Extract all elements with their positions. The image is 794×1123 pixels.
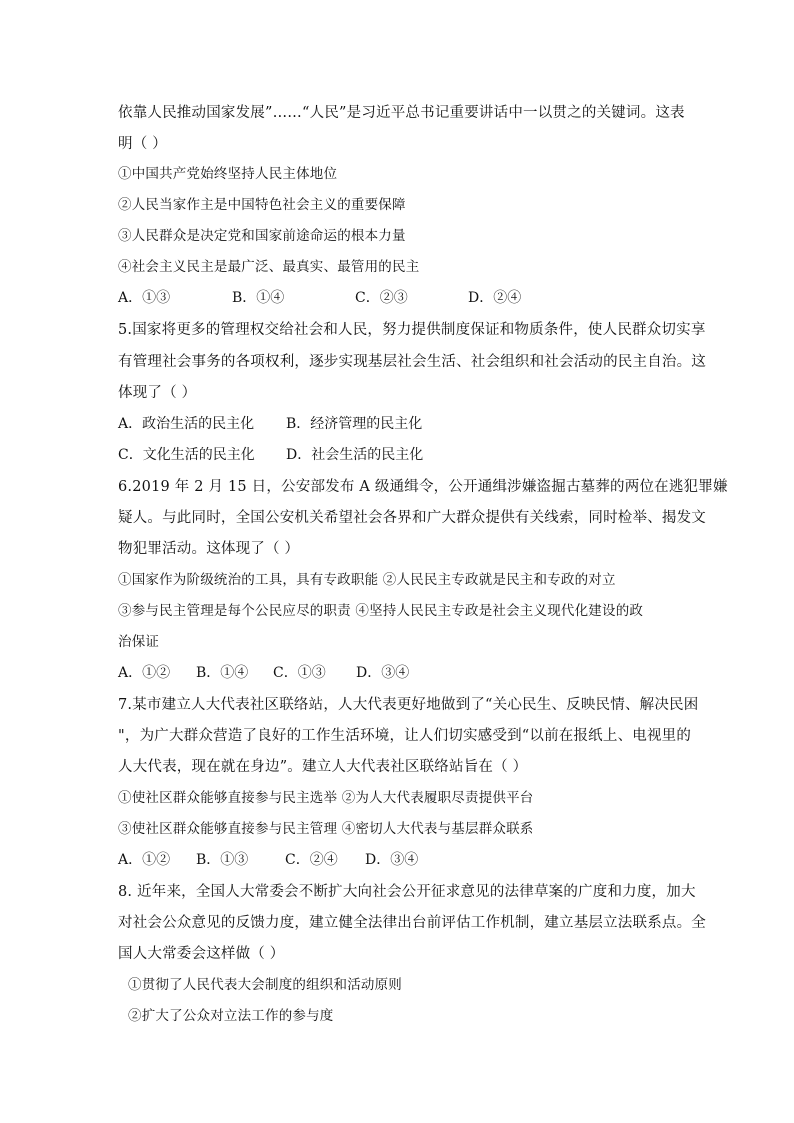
- q4-stem-line-1: 依靠人民推动国家发展”……“人民”是习近平总书记重要讲话中一以贯之的关键词。这表: [118, 105, 685, 121]
- q6-stem-line-2: 疑人。与此同时，全国公安机关希望社会各界和广大群众提供有关线索，同时检举、揭发文: [118, 510, 706, 526]
- q5-choice-b[interactable]: B．经济管理的民主化: [286, 416, 423, 432]
- q7-stem-line-1: 7.某市建立人大代表社区联络站，人大代表更好地做到了“关心民生、反映民情、解决民困: [118, 697, 699, 713]
- q6-choice-c[interactable]: C．①③: [273, 665, 326, 681]
- q6-choice-d[interactable]: D．③④: [356, 665, 410, 681]
- q8-stem-line-3: 国人大常委会这样做（ ）: [118, 946, 285, 962]
- q7-statement-line-1: ①使社区群众能够直接参与民主选举 ②为人大代表履职尽责提供平台: [118, 790, 534, 806]
- q6-stem-line-3: 物犯罪活动。这体现了（ ）: [118, 541, 300, 557]
- q4-statement-4: ④社会主义民主是最广泛、最真实、最管用的民主: [118, 259, 420, 275]
- q4-statement-3: ③人民群众是决定党和国家前途命运的根本力量: [118, 228, 406, 244]
- q4-choice-a[interactable]: A．①③: [118, 290, 171, 306]
- q5-stem-line-2: 有管理社会事务的各项权利，逐步实现基层社会生活、社会组织和社会活动的民主自治。这: [118, 354, 706, 370]
- q6-statement-line-3: 治保证: [118, 634, 160, 650]
- q5-choice-c[interactable]: C．文化生活的民主化: [118, 447, 255, 463]
- q7-choice-b[interactable]: B．①③: [196, 852, 249, 868]
- q4-choice-b[interactable]: B．①④: [232, 290, 285, 306]
- q8-stem-line-2: 对社会公众意见的反馈力度，建立健全法律出台前评估工作机制，建立基层立法联系点。全: [118, 915, 706, 931]
- q8-stem-line-1: 8. 近年来，全国人大常委会不断扩大向社会公开征求意见的法律草案的广度和力度，加大: [118, 884, 696, 900]
- q5-choice-d[interactable]: D．社会生活的民主化: [286, 447, 424, 463]
- q7-choice-d[interactable]: D．③④: [365, 852, 419, 868]
- q4-choice-c[interactable]: C．②③: [355, 290, 408, 306]
- q5-stem-line-3: 体现了（ ）: [118, 385, 197, 401]
- q7-statement-line-2: ③使社区群众能够直接参与民主管理 ④密切人大代表与基层群众联系: [118, 821, 534, 837]
- q8-statement-1: ①贯彻了人民代表大会制度的组织和活动原则: [128, 977, 402, 993]
- q5-stem-line-1: 5.国家将更多的管理权交给社会和人民，努力提供制度保证和物质条件，使人民群众切实享: [118, 322, 706, 338]
- q4-choice-d[interactable]: D．②④: [468, 290, 522, 306]
- q4-statement-1: ①中国共产党始终坚持人民主体地位: [118, 166, 338, 182]
- q7-choice-c[interactable]: C．②④: [285, 852, 338, 868]
- q7-choice-a[interactable]: A．①②: [118, 852, 171, 868]
- q7-stem-line-3: 人大代表，现在就在身边”。建立人大代表社区联络站旨在（ ）: [118, 759, 528, 775]
- q6-stem-line-1: 6.2019 年 2 月 15 日，公安部发布 A 级通缉令，公开通缉涉嫌盗掘古墓葬的两位在逃犯罪嫌: [118, 479, 728, 495]
- q4-stem-line-2: 明（ ）: [118, 136, 167, 152]
- q6-choice-b[interactable]: B．①④: [196, 665, 249, 681]
- q4-statement-2: ②人民当家作主是中国特色社会主义的重要保障: [118, 197, 406, 213]
- q6-statement-line-2: ③参与民主管理是每个公民应尽的职责 ④坚持人民民主专政是社会主义现代化建设的政: [118, 603, 644, 619]
- q6-statement-line-1: ①国家作为阶级统治的工具，具有专政职能 ②人民民主专政就是民主和专政的对立: [118, 572, 616, 588]
- q6-choice-a[interactable]: A．①②: [118, 665, 171, 681]
- q5-choice-a[interactable]: A．政治生活的民主化: [118, 416, 255, 432]
- q7-stem-line-2: "，为广大群众营造了良好的工作生活环境，让人们切实感受到“以前在报纸上、电视里的: [118, 728, 692, 744]
- q8-statement-2: ②扩大了公众对立法工作的参与度: [128, 1008, 334, 1024]
